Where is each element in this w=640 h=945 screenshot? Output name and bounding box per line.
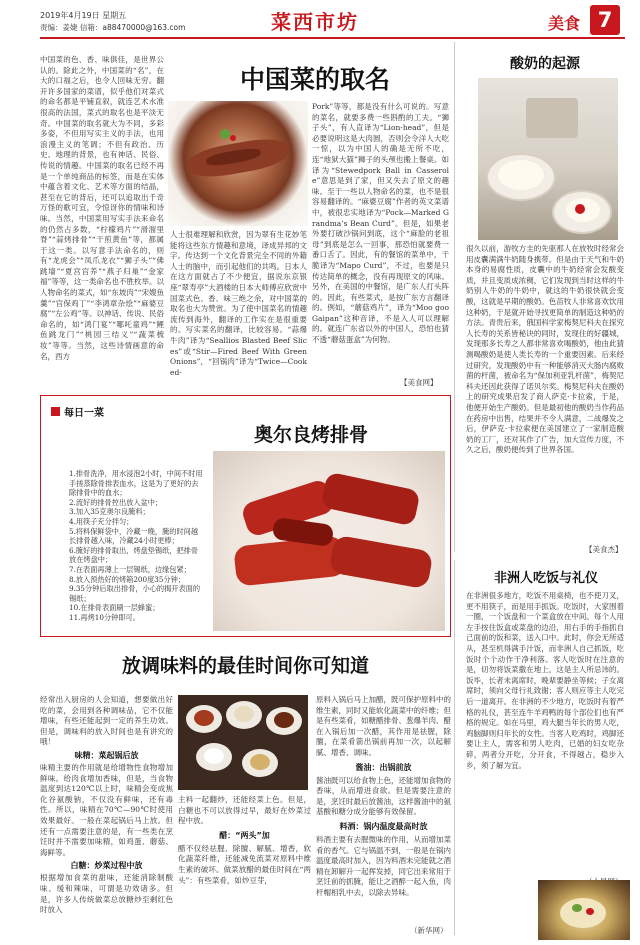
recipe-box-label-wrap <box>51 404 104 419</box>
recipe-step: 1.排骨洗净，用水浸泡2小时，中间不时用手搓蒸除骨排表血水，这是为了更好的去除排骨中的血水； <box>69 469 203 498</box>
condiments-photo <box>178 695 308 790</box>
recipe-step: 2.流好的排骨控出放入盆中； <box>69 497 163 507</box>
sauce-credit: （新华网） <box>410 926 448 935</box>
yogurt-photo <box>478 78 618 240</box>
sauce-paragraph: 原料入锅后马上加醋，既可保护原料中的维生素，同时又能软化蔬菜中的纤维；但是有些菜肴，如糖醋排骨、葱爆羊肉、醋在入锅后加一次醋，其作用是祛腥，除膻，在菜肴箭出锅前再加一次，以起解腻、增香、调味。 <box>316 695 451 757</box>
sauce-heading-soy: 酱油：出锅前放 <box>355 762 412 772</box>
recipe-title: 奥尔良烤排骨 <box>253 424 368 446</box>
sauce-paragraph: 主料一起翻炒，还能经菜上色。但是，白糖也不可以放得过早，最好在炒菜过程中放。 <box>178 795 311 826</box>
sauce-paragraph: 酱油既可以给食物上色，还能增加食物的香味，从而增进食欲。但是需要注意的是，烹饪时最后放酱油，这样酱油中的氨基酸和糖分成分能够有效保留。 <box>316 775 451 817</box>
sidebar-bottom-text: 在非洲很多地方，吃饭不用桌椅，也不使刀叉，更不用筷子，而是用手抓饭。吃饭时，大家围着一圈，一个饭盘和一个菜盒放在中间。每个人用左手按住饭盒或菜盘的边沿，用右手的手指抓自己面前的饭和菜，送入口中。此时，你会无所适从，甚至机得满手汁饭，而非洲人自己抓饭，吃饭时个个动作干净利落。客人吃饭时在注意的是，切勿将饭菜撒在地上，这是主人所忌讳的。饭毕，长者未离席时，晚辈要静坐等候；子女离席时，须向父母行礼致谢；客人则应等主人吃完后一道离开。在非洲的不少地方，吃饭时有着严格的礼仪，甚至连牛羊鸡鸭的每个部位们也有严格的规定。如在马里，鸡大腿当年长的男人吃，鸡脑脚则归年长的女性。当客人吃鸡时，鸡脚还要让主人，需客和男人吃肉，已婚的妇女吃杂碎，两者分开吃，分开食，不得越占，稳步入乡，须了解为宜。 <box>466 591 624 770</box>
sidebar-divider <box>454 42 455 552</box>
masthead-logo: 菜西市坊 <box>271 10 359 34</box>
recipe-step: 4.用筷子充分拌匀； <box>69 516 134 526</box>
african-food-photo <box>538 880 630 940</box>
recipe-step: 9.35分钟后取出排骨，小心的揭开表面的锡纸； <box>69 584 201 603</box>
sauce-heading-msg: 味精：菜起锅后放 <box>74 750 139 760</box>
header-editors: 责编：姜婕 信箱：a88470000@163.com <box>40 23 186 32</box>
sauce-paragraph: 根据增加食菜的甜味，还能消除制酸味、缓和辣味，可谓是功效诸多。但是，许多人传统做菜总放糖炒至剩红色时放入 <box>40 873 173 915</box>
sauce-col1 <box>40 695 173 935</box>
page-number: 7 <box>597 8 613 32</box>
sidebar-top-credit: 【美食杰】 <box>585 545 623 554</box>
main-article-col2: 人士很难理解和欣赏，因为翠有生花妙笔能将这些东方情趣和意境，译成异邦的文字。传达到一个文化背景完全不同的外籍人士的脑中，而引起他们的共鸣。日本人在这方面就占了不少便宜，据说东京银座“翠寿亭”大酒楼的日本大师傅应欣赏中国菜式色、香、味三绝之余，对中国菜的取名也大为赞赏。为了使中国菜名的情趣流传到海外，翻译的工作实在是很重要的。写实菜名的翻译，比较容易。“蒜爆牛肉”译为“Seallios Blasted Beef Slices”或“Stir—Fired Beef With Green Onions”，“回锅肉”译为“Twice—Cooked- <box>170 230 307 377</box>
recipe-step: 5.将料保鲜袋中，冷藏一晚，腌的时间越长排骨越入味，冷藏24小时更棒； <box>69 526 199 546</box>
main-article-title: 中国菜的取名 <box>239 65 390 94</box>
sauce-paragraph: 味精主要的作用就是给增物性食物增加鲜味。给肉食增加香味，但是，当食物温度到达120℃以上时，味精会变成焦化谷氨酸钠，不仅没有鲜味，还有毒性。所以，味精在70℃—90℃时使用效果最好。一般在菜起锅后马上放。但还有一点需要注意的是，有一些类在烹饪时并不需要加味精，如鸡蛋、蘑菇、海鲜等。 <box>40 762 173 857</box>
ribs-photo <box>213 451 445 631</box>
recipe-step: 6.腌好的排骨取出，烤盘垫锡纸，把排骨放在烤盘中； <box>69 545 199 565</box>
sauce-heading-wine: 料酒：锅内温度最高时放 <box>339 821 428 831</box>
recipe-box <box>40 395 451 637</box>
recipe-box-label: 每日一菜 <box>64 408 104 419</box>
recipe-step: 3.加入35克奥尔良腌料； <box>69 507 150 517</box>
square-icon <box>51 407 60 416</box>
main-article-col1: 中国菜的色、香、味俱佳，是世界公认的。除此之外，中国菜的“名”，在大的口福之后，也令人回味无穷。翻开许多国家的菜谱，似乎他们对菜式的命名都是平铺直叙，就连艺术水准很高的法国，菜式的取名也是平淡无奇。中国菜的取名就大为不同，多彩多姿，不但用写实主义的手法，也用浪漫主义的笔调；不但有政治、历史、地理的背景，也有神话、民俗、传说的情趣。中国菜的取名已经不再是一个单纯商品的标签，而是在实体中蕴含着文化、艺术等方面的结晶，甚至在它的背后，还可以追取出千奇万怪的歌可宜，令惊讶你的情味和诗味。当然，中国菜用写实手法来命名的仍然占多数，“柠檬鸡片”“滑溜里脊”“蒜烤排骨”“干煎黄鱼”等，都属于这一类。以写意手法命名的，则有“龙虎会”“凤爪龙衣”“狮子头”“佛跳墙”“夏宫宫养”“燕子归巢”“金家福”等等，这一类命名也不胜枚举。以人物命名的菜式，如“东坡肉”“宋嫂鱼羹”“宫保鸡丁”“李鸿章杂烩”“麻婆豆腐”“左公鸡”等。以神话、传说、民俗命名的，如“鸿门宴”“哪吒童鸡”“鲤鱼跳龙门”“桃园三结义”“蔬菜梳妆”等等。当然，这些诗情画意的命名，西方 <box>40 55 165 361</box>
sauce-col2 <box>178 795 311 935</box>
sidebar-top-text: 很久以前，游牧方圭的先驱那人在放牧时经常会用皮囊满满牛奶随身携带。但是由于天气和牛奶本身的易腐性质，皮囊中的牛奶经常会发酸变质，并且变质成浓稠，它们发现到当时这样的牛奶别人牛奶的牛奶中，就这的牛奶很快就会变酸，这就是早期的酸奶。色苗牧人非常喜欢饮用这种奶，于是就开始寻找更简单的制造这种奶的方法。青贵后来，俄国科学家梅契尼科夫在探究人长寿的关系皆秘诀的同时，发现住的好疆城，发现那多长寿之人都非常喜欢喝酸奶，他由此猜测喝酸奶是使人类长寿的一个重要因素。后来经过研究，发现酸奶中有一种能够消灭大肠内腐败菌的杆菌，被命名为“保加利亚乳杆菌”，梅契尼科夫还因此获得了诺贝尔奖。梅契尼科夫在酸奶上的研究成果启发了商人萨克·卡拉索，于是，他便开始生产酸奶。但是最初他的酸奶当作药品在药房中出售，结果并不令人满意，二战爆发之后，伊萨克·卡拉索便在美国建立了一家制造酸奶的工厂，还对其作了广告，加大宣传力度，不久之后，酸奶便传到了世界各国。 <box>466 244 624 455</box>
recipe-step: 8.放入预热好的烤箱200度35分钟； <box>69 574 185 584</box>
dish-photo-meat <box>168 101 308 226</box>
sidebar-top-title: 酸奶的起源 <box>510 56 580 72</box>
main-article-credit: 【美食网】 <box>400 378 438 387</box>
sauce-paragraph: 料酒主要有去腥微味的作用，从而增加菜肴的香气。它与锅温不到，一般是在锅内温度最高时加入，因为料酒未完能就之酒精在卸解升一起挥发掉，同它出来常用于烹饪前的抓腌，能让之酒醉一起入鱼，肉杆帽相乳中去，以除去异味。 <box>316 834 451 897</box>
page-header <box>0 0 640 40</box>
recipe-step: 10.在排骨表面刷一层蜂蜜； <box>69 603 160 613</box>
sidebar-bottom-title: 非洲人吃饭与礼仪 <box>493 571 598 586</box>
sauce-heading-sugar: 白糖：炒菜过程中放 <box>70 861 143 871</box>
sauce-intro: 经常出入厨房的人会知道，想要做出好吃的菜，会用到各种调味品，它不仅能增味，有些还能起到一定的养生功效。但是，调味料的放入时间也是有讲究的哦！ <box>40 695 173 747</box>
sauce-col3 <box>316 695 451 937</box>
header-rule <box>40 37 625 39</box>
recipe-step: 11.再烤10分钟即可。 <box>69 612 140 622</box>
sauce-article-title: 放调味料的最佳时间你可知道 <box>121 655 369 677</box>
sauce-paragraph: 醋不仅经祛腥、除膻、解腻、增香，软化蔬菜纤维，还能减免流菜对原料中维生素的破坏。做菜放醋的最佳时间在“两头”：有些菜肴，如炒豆芽， <box>178 843 311 885</box>
sauce-heading-vinegar: 醋：“两头”加 <box>219 830 270 840</box>
recipe-step: 7.在表面再薄上一层锡纸，边缘包紧； <box>69 564 191 574</box>
recipe-steps <box>69 469 203 633</box>
sidebar-divider-bottom <box>454 560 455 935</box>
header-date: 2019年4月19日 星期五 <box>40 11 127 20</box>
page-number-badge <box>590 5 620 35</box>
section-name: 美食 <box>548 14 581 33</box>
main-article-col3: Pork”等等，都是没有什么可说的。写意的菜名，就要多费一些斟酌的工夫。“狮子头”，有人直译为“Lion-head”，但是必要说明这是大肉圆，否则会令洋人大吃一惊，以为中国人的确是无所不吃，连“地狱大猫”狮子的头颅也搬上餐桌。如译为“Stewedpork Ball in Casserole”意思是到了家，但又失去了原文的趣味。至于一些以人物命名的菜，也不是很容易翻译的。“麻婆豆腐”作者的英文菜谱中，被很忠实地译为“Pock—Marked Grandma’s Bean Curd”。但是，如果老外要打破沙锅问到底，这个“麻脸的老祖母”到底是怎么一回事，那恐怕就要费一番口舌了。因此，有的餐馆的菜单中，干脆译为“Mapo Curd”，不过，也要是只传达简单的概念，没有再现原文的风味。另外，在美国的中餐馆，是广东人打头阵的。因此，有些菜式，是按广东方言翻译的。例如，“蘑菇鸡片”，译为“Moo goo Gaipan”这种音译，不是入人可以理解的。就连广东省以外的中国人，恐怕也猜不透“蘑菇蛋盒”为何物。 <box>312 102 449 345</box>
